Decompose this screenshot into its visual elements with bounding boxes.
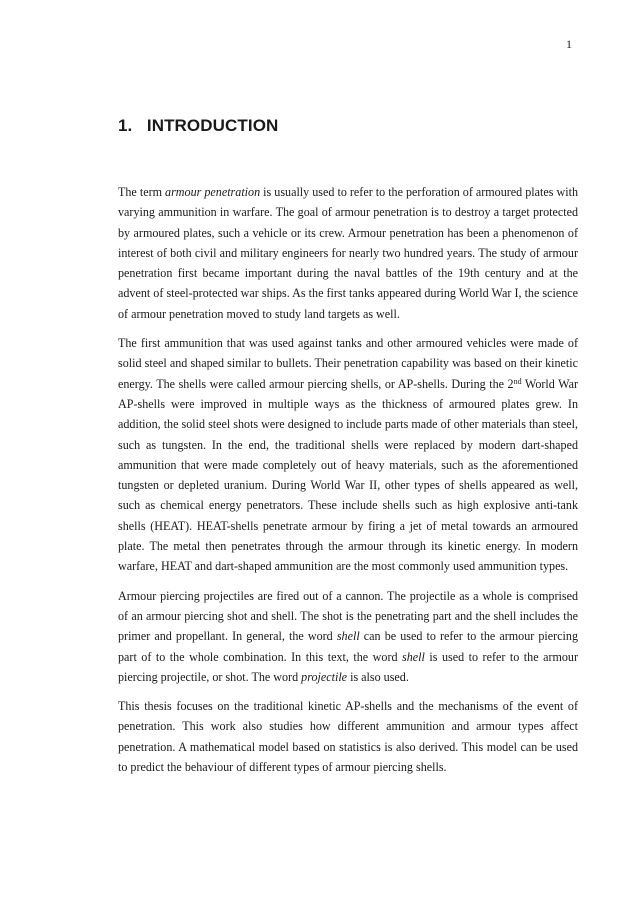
page-number: 1 — [566, 37, 572, 51]
paragraph-1-text-c: is usually used to refer to the perforation of armoured plates with varying ammunition in warfare. The goal of armour penetration is to destroy a target protected by armoured plates, such a vehicle or its crew. Armour penetration has been a phenomenon of interest of both civil and military engineers for nearly two hundred years. The study of armour penetration first became important during the naval battles of the 19th century and at the advent of steel-protected war ships. As the first tanks appeared during World War I, the science of armour penetration moved to study land targets as well. — [118, 185, 579, 321]
paragraph-4-text-a: This thesis focuses on the traditional kinetic AP-shells and the mechanisms of the event of penetration. This work also studies how different ammunition and armour types affect penetration. A mathematical model based on statistics is also derived. This model can be used to predict the behaviour of different types of armour piercing shells. — [118, 699, 578, 775]
paragraph-2-text-a: The first ammunition that was used against tanks and other armoured vehicles were made of solid steel and shaped similar to bullets. Their penetration capability was based on their kinetic energy. The shells were called armour piercing shells, or AP-shells. During the 2 — [118, 336, 578, 391]
paragraph-4 — [118, 696, 578, 777]
term-shell: shell — [336, 629, 360, 644]
paragraph-3-text-c: can be used to refer to the armour piercing part of to the whole combination. In this text, the word — [118, 629, 578, 664]
term-shell-2: shell — [402, 649, 425, 664]
paragraph-1 — [118, 182, 578, 324]
chapter-title — [118, 116, 278, 136]
paragraph-2-text-b: World War AP-shells were improved in multiple ways as the thickness of armoured plates grew. In addition, the solid steel shots were designed to include parts made of other materials than steel, such as tungsten. In the end, the traditional shells were replaced by modern dart-shaped ammunition that were made completely out of heavy materials, such as the aforementioned tungsten or depleted uranium. During World War II, other types of shells appeared as well, such as chemical energy penetrators. These include shells such as high explosive anti-tank shells (HEAT). HEAT-shells penetrate armour by firing a jet of metal towards an armoured plate. The metal then penetrates through the armour through its kinetic energy. In modern warfare, HEAT and dart-shaped ammunition are the most commonly used ammunition types. — [118, 376, 578, 574]
term-projectile: projectile — [301, 669, 348, 684]
paragraph-3 — [118, 586, 578, 687]
chapter-title-text: INTRODUCTION — [146, 116, 279, 135]
paragraph-2 — [118, 333, 578, 577]
ordinal-suffix: nd — [513, 376, 522, 386]
term-armour-penetration: armour penetration — [165, 185, 261, 199]
paragraph-3-text-a: Armour piercing projectiles are fired out of a cannon. The projectile as a whole is comprised of an armour piercing shot and shell. The shot is the penetrating part and the shell includes the primer and propellant. In general, the word — [118, 588, 578, 644]
paragraph-3-text-e: is used to refer to the armour piercing projectile, or shot. The word — [118, 649, 578, 684]
chapter-number: 1. — [118, 116, 133, 135]
body-text — [118, 182, 578, 786]
paragraph-3-text-g: is also used. — [347, 669, 409, 684]
paragraph-1-text-a: The term — [118, 185, 166, 199]
